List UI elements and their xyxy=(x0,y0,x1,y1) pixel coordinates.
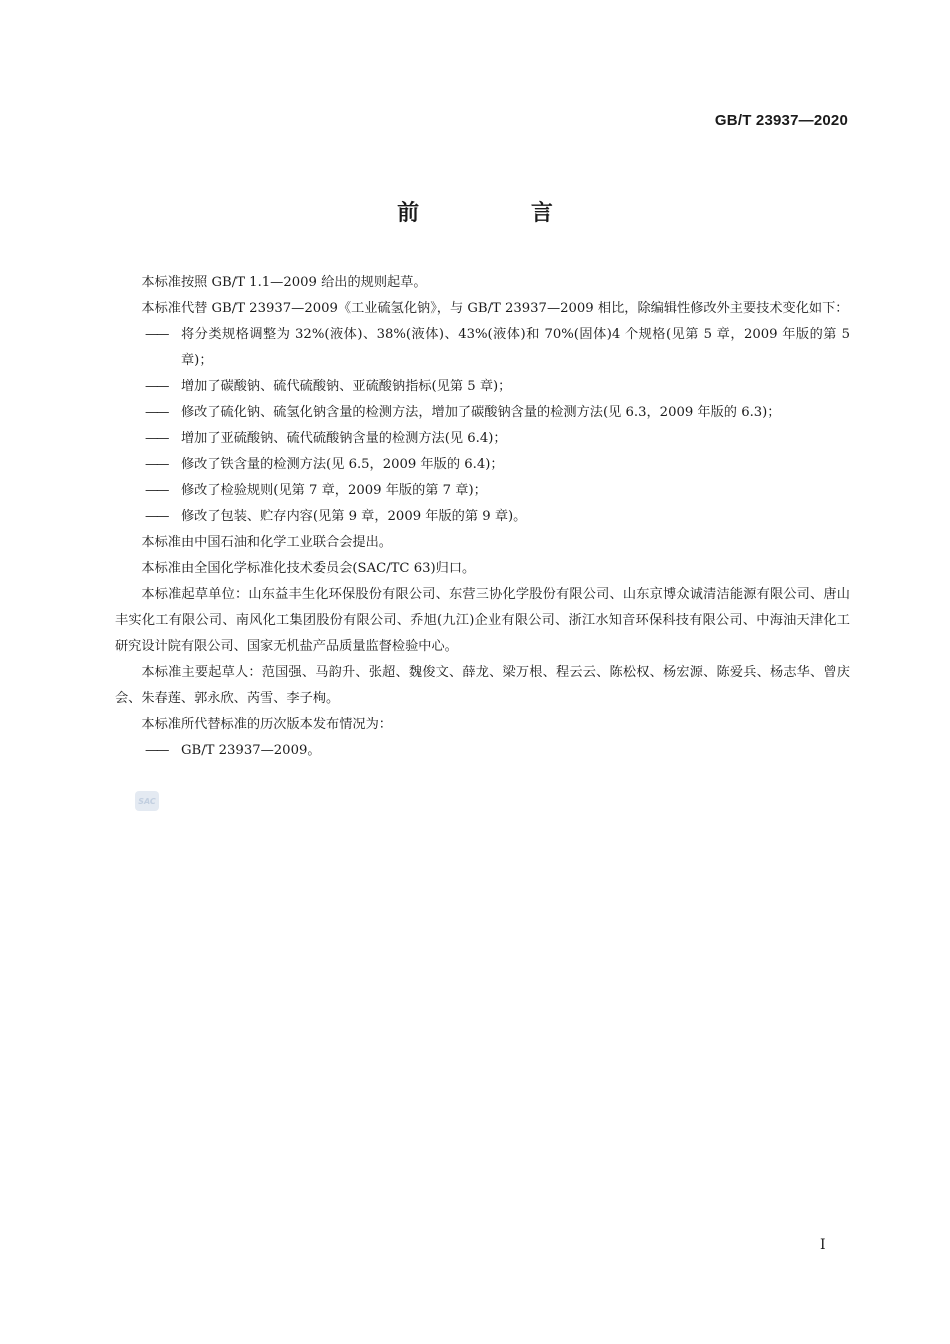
list-item-text: 修改了包装、贮存内容(见第 9 章，2009 年版的第 9 章)。 xyxy=(181,509,527,524)
paragraph-committee: 本标准由全国化学标准化技术委员会(SAC/TC 63)归口。 xyxy=(141,561,476,576)
paragraph-drafting-rules: 本标准按照 GB/T 1.1—2009 给出的规则起草。 xyxy=(141,275,427,290)
list-item xyxy=(115,426,850,452)
changes-list xyxy=(115,322,850,530)
list-item xyxy=(115,452,850,478)
standard-code: GB/T 23937—2020 xyxy=(714,112,848,129)
list-item xyxy=(115,738,850,764)
dash-mark: —— xyxy=(145,327,168,342)
list-item xyxy=(115,400,850,426)
list-item xyxy=(115,374,850,400)
list-item-text: 修改了检验规则(见第 7 章，2009 年版的第 7 章)； xyxy=(181,483,487,498)
sac-watermark-logo: SAC xyxy=(135,791,159,811)
foreword-body xyxy=(115,270,850,764)
list-item-text: 修改了铁含量的检测方法(见 6.5，2009 年版的 6.4)； xyxy=(181,457,504,472)
history-list xyxy=(115,738,850,764)
list-item xyxy=(115,478,850,504)
paragraph-history-intro: 本标准所代替标准的历次版本发布情况为： xyxy=(141,717,392,732)
page-title: 前 言 xyxy=(397,201,605,226)
dash-mark: —— xyxy=(145,431,168,446)
list-item xyxy=(115,504,850,530)
list-item-text: 修改了硫化钠、硫氢化钠含量的检测方法，增加了碳酸钠含量的检测方法(见 6.3，2009 年版的 6.3)； xyxy=(181,405,781,420)
paragraph-drafting-units: 本标准起草单位：山东益丰生化环保股份有限公司、东营三协化学股份有限公司、山东京博众诚清洁能源有限公司、唐山丰实化工有限公司、南风化工集团股份有限公司、乔旭(九江)企业有限公司、浙江水知音环保科技有限公司、中海油天津化工研究设计院有限公司、国家无机盐产品质量监督检验中心。 xyxy=(115,587,850,654)
dash-mark: —— xyxy=(145,743,168,758)
list-item-text: 增加了亚硫酸钠、硫代硫酸钠含量的检测方法(见 6.4)； xyxy=(181,431,507,446)
page-number: I xyxy=(820,1237,826,1253)
dash-mark: —— xyxy=(145,457,168,472)
dash-mark: —— xyxy=(145,405,168,420)
paragraph-replacement: 本标准代替 GB/T 23937—2009《工业硫氢化钠》，与 GB/T 23937—2009 相比，除编辑性修改外主要技术变化如下： xyxy=(141,301,849,316)
dash-mark: —— xyxy=(145,379,168,394)
paragraph-proposer: 本标准由中国石油和化学工业联合会提出。 xyxy=(141,535,392,550)
list-item xyxy=(115,322,850,374)
list-item-text: 增加了碳酸钠、硫代硫酸钠、亚硫酸钠指标(见第 5 章)； xyxy=(181,379,512,394)
list-item-text: GB/T 23937—2009。 xyxy=(181,743,321,758)
paragraph-drafters: 本标准主要起草人：范国强、马韵升、张超、魏俊文、薛龙、梁万根、程云云、陈松权、杨宏源、陈爱兵、杨志华、曾庆会、朱春莲、郭永欣、芮雪、李子栒。 xyxy=(115,665,850,706)
dash-mark: —— xyxy=(145,509,168,524)
list-item-text: 将分类规格调整为 32%(液体)、38%(液体)、43%(液体)和 70%(固体)4 个规格(见第 5 章，2009 年版的第 5 章)； xyxy=(181,327,850,368)
dash-mark: —— xyxy=(145,483,168,498)
